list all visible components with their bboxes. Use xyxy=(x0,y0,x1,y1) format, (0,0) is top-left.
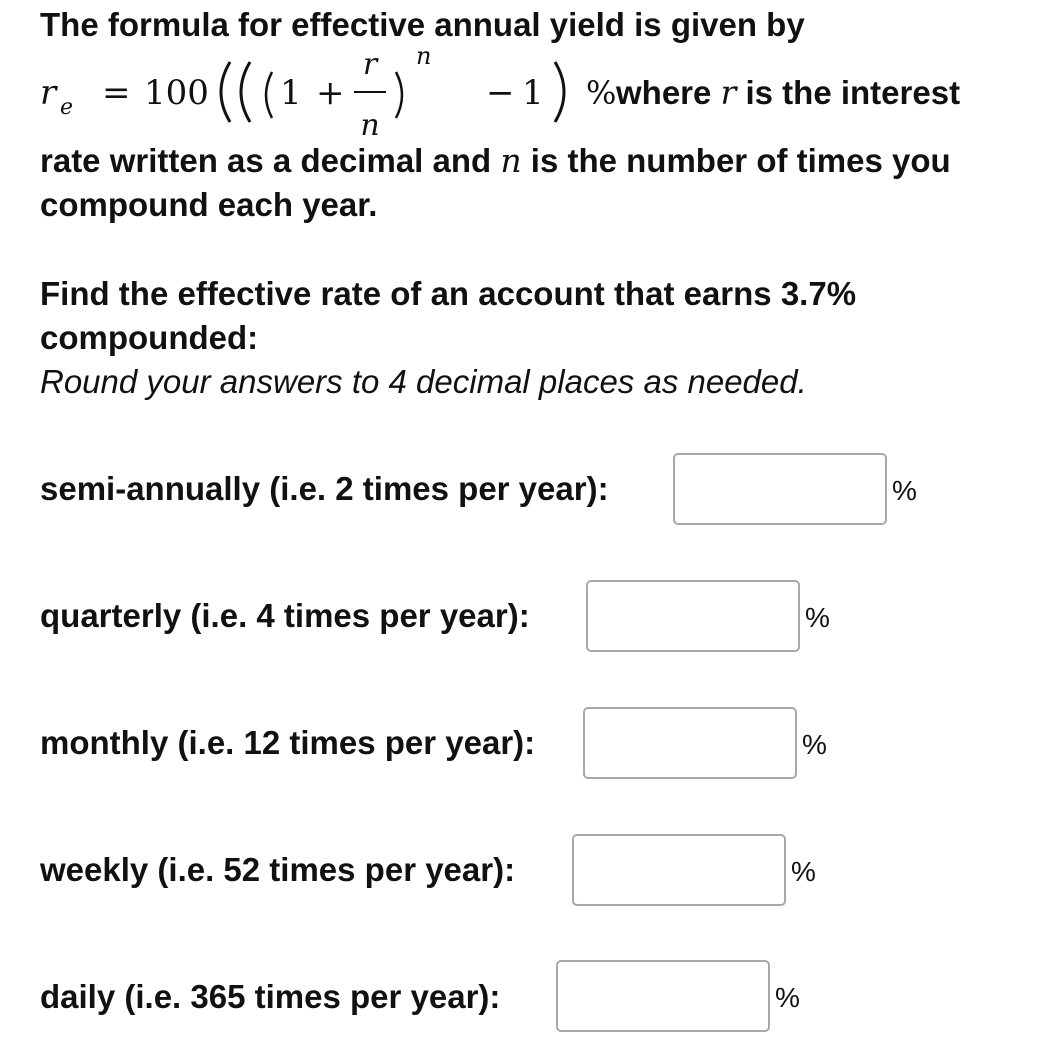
formula-graphic xyxy=(40,40,620,150)
weekly-input[interactable] xyxy=(572,834,786,906)
question-line-2: compounded: xyxy=(40,319,259,356)
daily-label: daily (i.e. 365 times per year): xyxy=(40,978,501,1015)
formula-exponent: n xyxy=(416,42,432,70)
intro-line-3 xyxy=(40,141,951,181)
line3-variable-n: n xyxy=(500,141,522,180)
daily-input[interactable] xyxy=(556,960,770,1032)
weekly-label: weekly (i.e. 52 times per year): xyxy=(40,851,516,888)
formula-tail-text xyxy=(616,73,960,113)
tail-variable-r: r xyxy=(720,73,737,112)
inner-right-paren xyxy=(396,72,402,118)
semi-annually-input[interactable] xyxy=(673,453,887,525)
intro-line-1: The formula for effective annual yield is given by xyxy=(40,6,805,43)
semi-annually-label: semi-annually (i.e. 2 times per year): xyxy=(40,470,609,507)
line3-pre: rate written as a decimal and xyxy=(40,142,501,179)
middle-left-paren xyxy=(241,62,250,122)
formula-one-second: 1 xyxy=(522,73,544,113)
semi-annually-percent: % xyxy=(892,475,917,506)
formula-lhs: r xyxy=(40,73,57,113)
formula-plus: + xyxy=(316,73,345,113)
tail-interest: is the interest xyxy=(736,74,961,111)
formula-percent: % xyxy=(586,74,617,112)
formula-coefficient: 100 xyxy=(144,73,209,113)
line3-post: is the number of times you xyxy=(521,142,951,179)
monthly-label: monthly (i.e. 12 times per year): xyxy=(40,724,536,761)
weekly-percent: % xyxy=(791,856,816,887)
formula-one: 1 xyxy=(280,73,302,113)
inner-left-paren xyxy=(266,72,272,118)
quarterly-label: quarterly (i.e. 4 times per year): xyxy=(40,597,530,634)
outer-left-paren xyxy=(221,62,230,122)
outer-right-paren xyxy=(555,62,564,122)
quarterly-input[interactable] xyxy=(586,580,800,652)
quarterly-percent: % xyxy=(805,602,830,633)
monthly-percent: % xyxy=(802,729,827,760)
fraction-numerator: r xyxy=(362,47,378,82)
daily-percent: % xyxy=(775,982,800,1013)
intro-line-4: compound each year. xyxy=(40,186,378,223)
fraction-denominator: n xyxy=(360,108,380,143)
question-line-1: Find the effective rate of an account that earns 3.7% xyxy=(40,275,857,312)
rounding-note: Round your answers to 4 decimal places as needed. xyxy=(40,363,807,400)
tail-where: where xyxy=(616,74,721,111)
formula-equals: = xyxy=(102,73,131,113)
monthly-input[interactable] xyxy=(583,707,797,779)
formula-minus: − xyxy=(486,73,515,113)
formula-lhs-subscript: e xyxy=(60,95,74,120)
